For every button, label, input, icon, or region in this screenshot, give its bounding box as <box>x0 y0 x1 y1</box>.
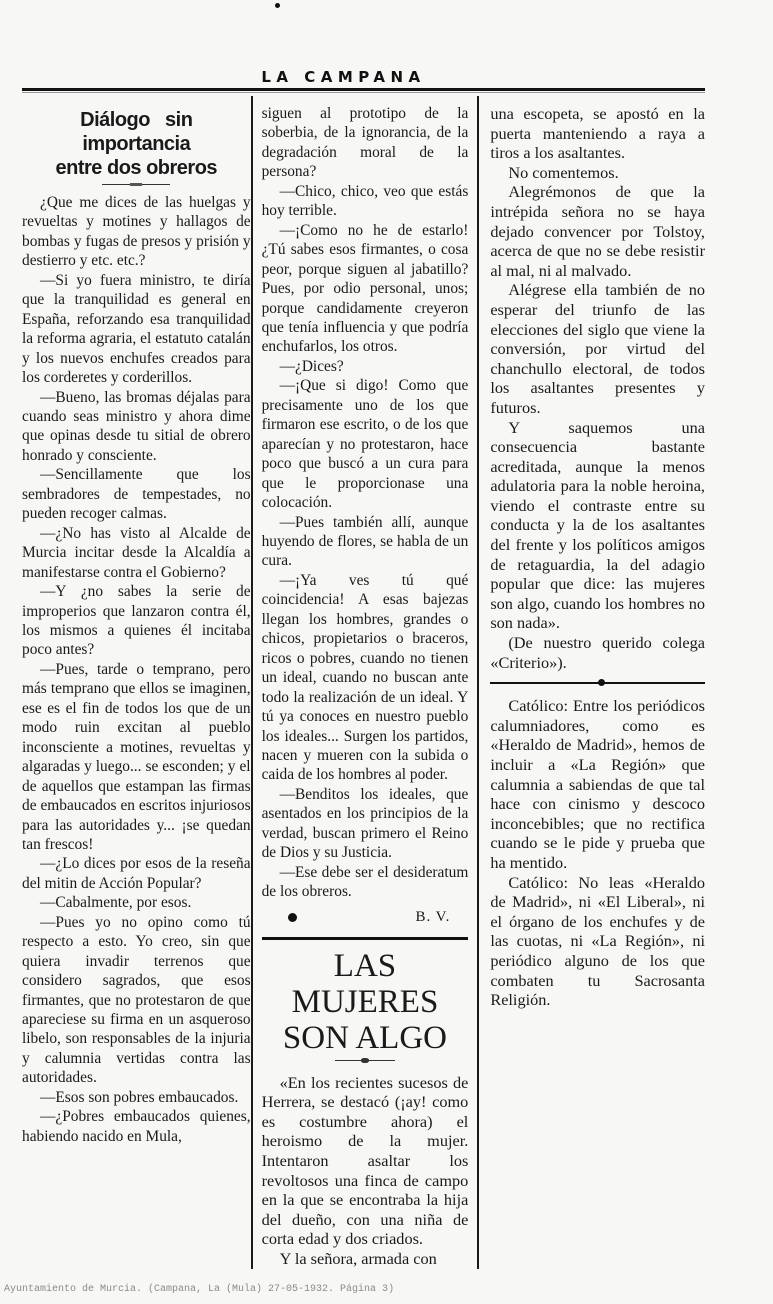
paragraph: —Ese debe ser el desideratum de los obreros. <box>261 863 469 901</box>
paragraph: —Pues también allí, aunque huyendo de flores, se habla de un cura. <box>261 513 469 570</box>
paragraph: —Bueno, las bromas déjalas para cuando seas ministro y ahora dime que opinas desde tu sitial de obrero honrado y consciente. <box>22 388 251 464</box>
paragraph: —Cabalmente, por esos. <box>40 894 192 912</box>
article-signature: B. V. <box>415 908 451 925</box>
masthead <box>22 0 705 86</box>
paragraph: Y saquemos una consecuencia bastante acreditada, aunque la menos adulatoria para la noble heroina, viendo el contraste entre su conducta y la de los asaltantes del frente y los políticos amigos de retaguardia, la del adagio popular que dice: las mujeres son algo, cuando los hombres no son nada». <box>490 417 705 633</box>
paragraph: —¿No has visto al Alcalde de Murcia incitar desde la Alcaldía a manifestarse contra el Gobierno? <box>22 524 251 581</box>
paragraph: —Benditos los ideales, que asentados en los principios de la verdad, buscan primero el Reino de Dios y su Justicia. <box>261 785 469 862</box>
bullet-ornament <box>288 913 297 922</box>
title-ornament <box>102 184 170 185</box>
archive-footer: Ayuntamiento de Murcia. (Campana, La (Mula) 27-05-1932. Página 3) <box>4 1283 395 1295</box>
paragraph: ¿Que me dices de las huelgas y revueltas y motines y hallagos de bombas y fugas de presos y prisión y destierro y etc. etc.? <box>22 194 251 270</box>
paragraph: —Y ¿no sabes la serie de improperios que lanzaron contra él, los mismos a quienes él incitaba poco antes? <box>22 583 251 659</box>
column-3 <box>479 96 705 1269</box>
paragraph: Alegrémonos de que la intrépida señora no se haya dejado convencer por Tolstoy, acerca de que no se debe resistir al mal, ni al malvado. <box>490 182 705 280</box>
section-rule-ornament <box>490 682 705 684</box>
paragraph: —Sencillamente que los sembradores de tempestades, no pueden recoger calmas. <box>22 466 251 523</box>
paragraph: Y la señora, armada con <box>279 1248 437 1268</box>
article-dialogo-title-line1: Diálogo sin importancia <box>80 109 193 155</box>
title-ornament <box>335 1060 395 1061</box>
paragraph: —Pues, tarde o temprano, pero más temprano que ellos se imaginen, ese es el fin de todos los que de un modo ruin excitan al pueblo inconsciente a motines, revueltas y algaradas y luego... se esconden; y el de aquellos que estampan las firmas de embaucados en escritos injuriosos para las autoridades y... ¡se quedan tan frescos! <box>22 660 251 853</box>
article-mujeres-title-line1: LAS MUJERES <box>291 947 439 1020</box>
section-rule <box>262 937 469 940</box>
paragraph: —Si yo fuera ministro, te diría que la tranquilidad es general en España, reforzando esa tranquilidad la reforma agraria, el estatuto catalán y los nuevos enchufes creados para los corderetes y corderillos. <box>22 271 251 387</box>
article-mujeres-title <box>262 948 469 1056</box>
paragraph: —¿Dices? <box>279 357 344 375</box>
paragraph: «En los recientes sucesos de Herrera, se destacó (¡ay! como es costumbre ahora) el heroismo de la mujer. Intentaron asaltar los revoltosos una finca de campo en la que se encontraba la hija del dueño, con una niña de corta edad y dos criados. <box>261 1072 469 1249</box>
column-1 <box>22 96 251 1269</box>
paragraph: —¡Que si digo! Como que precisamente uno de los que firmaron ese escrito, o de los que aparecían y no protestaron, hace poco que buscó a un cura para que le proporcionase una colocación. <box>261 377 469 512</box>
paragraph: Católico: No leas «Heraldo de Madrid», ni «El Liberal», ni el órgano de los enchufes y de las cuotas, ni «La Región», ni periódico alguno de los que combaten tu Sacrosanta Religión. <box>490 872 705 1010</box>
paragraph: —¡Ya ves tú qué coincidencia! A esas bajezas llegan los hombres, grandes o chicos, propietarios o braceros, ricos o pobres, cuando no tienen un ideal, cuando no buscan ante todo la realización de un ideal. Y tú ya conoces en nuestro pueblo los ideales... Surgen los partidos, nacen y mueren con la subida o caida de los hombres al poder. <box>261 571 469 784</box>
paragraph: —¡Como no he de estarlo! ¿Tú sabes esos firmantes, o cosa peor, porque siguen al jabatillo? Pues, por odio personal, unos; porque candidamente creyeron que tenía influencia y que podría enchufarlos, los otros. <box>261 221 469 356</box>
article-mujeres-body <box>262 1073 469 1269</box>
paragraph: siguen al prototipo de la soberbia, de la ignorancia, de la degradación moral de la persona? <box>261 105 469 181</box>
paragraph: una escopeta, se apostó en la puerta manteniendo a raya a tiros a los asaltantes. <box>490 104 705 163</box>
masthead-title: LA CAMPANA <box>261 68 426 86</box>
article-dialogo-title <box>22 108 251 180</box>
masthead-rule <box>22 88 705 91</box>
signature-row <box>262 908 469 927</box>
paragraph: No comentemos. <box>508 162 619 182</box>
article-mujeres-title-line2: SON ALGO <box>282 1019 448 1056</box>
paragraph: —Esos son pobres embaucados. <box>40 1088 239 1106</box>
column-2 <box>253 96 478 1269</box>
article-dialogo-title-line2: entre dos obreros <box>55 157 218 179</box>
masthead-rule-thin <box>22 92 705 93</box>
paragraph: (De nuestro querido colega «Criterio»). <box>490 633 705 672</box>
paragraph: —Chico, chico, veo que estás hoy terrible. <box>261 182 469 220</box>
paragraph: —Pues yo no opino como tú respecto a esto. Yo creo, sin que quiera invadir terrenos que considero sagrados, que esos firmantes, que no protestaron de que apareciese su firma en un asqueroso libelo, son responsables de la injuria y calumnia vertidas contra las autoridades. <box>22 913 251 1087</box>
paragraph: —¿Lo dices por esos de la reseña del mitin de Acción Popular? <box>22 855 251 892</box>
paragraph: —¿Pobres embaucados quienes, habiendo nacido en Mula, <box>22 1108 251 1145</box>
columns <box>22 96 705 1269</box>
paragraph: Católico: Entre los periódicos calumniadores, como es «Heraldo de Madrid», hemos de incluir a «La Región» que calumnia a sabiendas de que tal hace con cinismo y descoco inconcebibles; que no rectifica cuando se le pide y prueba que ha mentido. <box>490 696 705 872</box>
paragraph: Alégrese ella también de no esperar del triunfo de las elecciones del siglo que viene la conversión, por virtud del chanchullo electoral, de todos los asaltantes presentes y futuros. <box>490 280 705 417</box>
